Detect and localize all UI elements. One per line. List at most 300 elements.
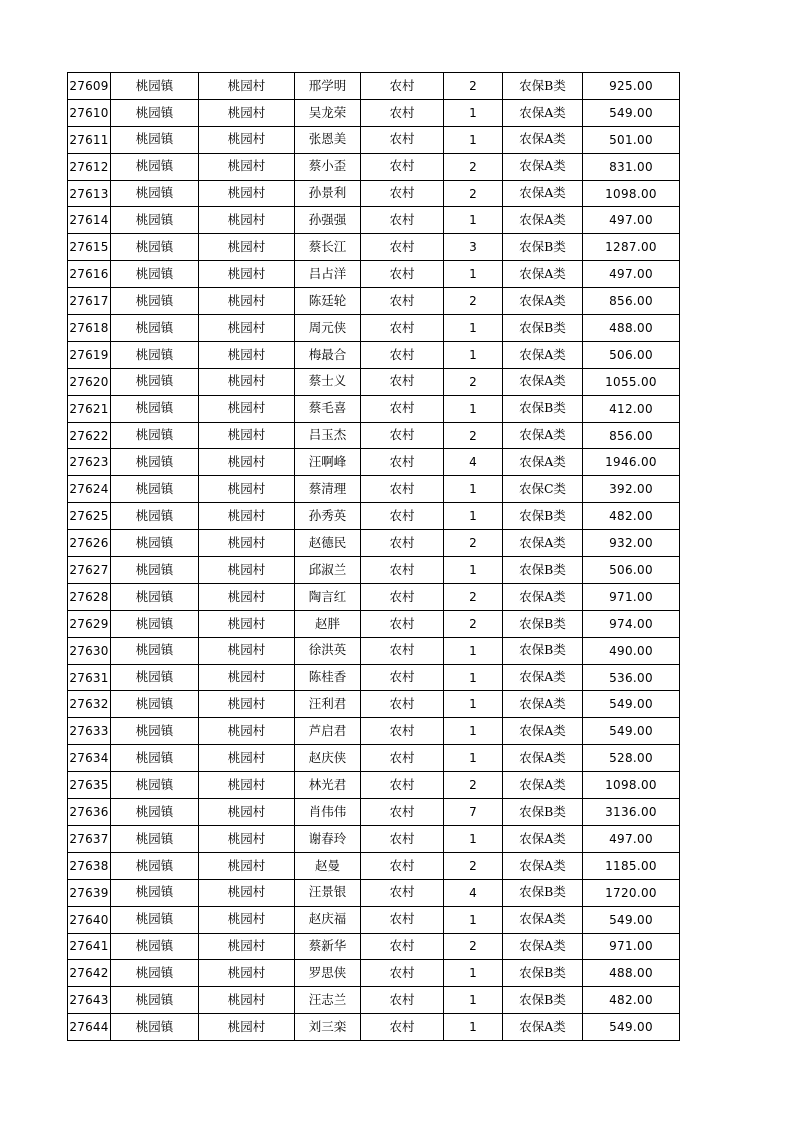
person-name-cell: 蔡士义 xyxy=(295,368,361,395)
insurance-category-cell: 农保A类 xyxy=(503,530,583,557)
household-count-cell: 7 xyxy=(444,799,503,826)
record-id-cell: 27642 xyxy=(68,960,111,987)
insurance-category-cell: 农保A类 xyxy=(503,261,583,288)
table-row xyxy=(68,288,680,315)
insurance-category-cell: 农保B类 xyxy=(503,960,583,987)
area-type-cell: 农村 xyxy=(361,772,444,799)
town-cell: 桃园镇 xyxy=(111,718,199,745)
person-name-cell: 汪志兰 xyxy=(295,987,361,1014)
household-count-cell: 1 xyxy=(444,906,503,933)
amount-cell: 971.00 xyxy=(583,933,680,960)
village-cell: 桃园村 xyxy=(199,476,295,503)
amount-cell: 831.00 xyxy=(583,153,680,180)
village-cell: 桃园村 xyxy=(199,395,295,422)
insurance-category-cell: 农保A类 xyxy=(503,99,583,126)
town-cell: 桃园镇 xyxy=(111,960,199,987)
household-count-cell: 1 xyxy=(444,341,503,368)
household-count-cell: 1 xyxy=(444,664,503,691)
household-count-cell: 2 xyxy=(444,610,503,637)
person-name-cell: 吴龙荣 xyxy=(295,99,361,126)
village-cell: 桃园村 xyxy=(199,557,295,584)
village-cell: 桃园村 xyxy=(199,772,295,799)
insurance-category-cell: 农保A类 xyxy=(503,691,583,718)
town-cell: 桃园镇 xyxy=(111,73,199,100)
insurance-category-cell: 农保A类 xyxy=(503,825,583,852)
area-type-cell: 农村 xyxy=(361,234,444,261)
record-id-cell: 27617 xyxy=(68,288,111,315)
record-id-cell: 27626 xyxy=(68,530,111,557)
amount-cell: 974.00 xyxy=(583,610,680,637)
household-count-cell: 1 xyxy=(444,557,503,584)
insurance-category-cell: 农保B类 xyxy=(503,610,583,637)
person-name-cell: 蔡小歪 xyxy=(295,153,361,180)
village-cell: 桃园村 xyxy=(199,449,295,476)
table-row xyxy=(68,610,680,637)
person-name-cell: 汪景银 xyxy=(295,879,361,906)
person-name-cell: 汪利君 xyxy=(295,691,361,718)
amount-cell: 3136.00 xyxy=(583,799,680,826)
table-row xyxy=(68,315,680,342)
amount-cell: 925.00 xyxy=(583,73,680,100)
household-count-cell: 2 xyxy=(444,933,503,960)
amount-cell: 497.00 xyxy=(583,825,680,852)
household-count-cell: 2 xyxy=(444,852,503,879)
record-id-cell: 27643 xyxy=(68,987,111,1014)
town-cell: 桃园镇 xyxy=(111,395,199,422)
record-id-cell: 27629 xyxy=(68,610,111,637)
village-cell: 桃园村 xyxy=(199,503,295,530)
household-count-cell: 1 xyxy=(444,691,503,718)
town-cell: 桃园镇 xyxy=(111,126,199,153)
person-name-cell: 蔡长江 xyxy=(295,234,361,261)
amount-cell: 856.00 xyxy=(583,422,680,449)
insurance-category-cell: 农保A类 xyxy=(503,153,583,180)
insurance-category-cell: 农保B类 xyxy=(503,879,583,906)
village-cell: 桃园村 xyxy=(199,341,295,368)
household-count-cell: 2 xyxy=(444,73,503,100)
area-type-cell: 农村 xyxy=(361,180,444,207)
village-cell: 桃园村 xyxy=(199,73,295,100)
village-cell: 桃园村 xyxy=(199,610,295,637)
record-id-cell: 27628 xyxy=(68,583,111,610)
insurance-category-cell: 农保A类 xyxy=(503,745,583,772)
area-type-cell: 农村 xyxy=(361,718,444,745)
village-cell: 桃园村 xyxy=(199,852,295,879)
table-body xyxy=(68,73,680,1041)
table-row xyxy=(68,933,680,960)
insurance-category-cell: 农保A类 xyxy=(503,933,583,960)
amount-cell: 971.00 xyxy=(583,583,680,610)
record-id-cell: 27631 xyxy=(68,664,111,691)
amount-cell: 497.00 xyxy=(583,207,680,234)
record-id-cell: 27637 xyxy=(68,825,111,852)
area-type-cell: 农村 xyxy=(361,368,444,395)
records-table xyxy=(67,72,680,1041)
insurance-category-cell: 农保B类 xyxy=(503,395,583,422)
person-name-cell: 赵庆侠 xyxy=(295,745,361,772)
area-type-cell: 农村 xyxy=(361,987,444,1014)
town-cell: 桃园镇 xyxy=(111,745,199,772)
village-cell: 桃园村 xyxy=(199,234,295,261)
record-id-cell: 27620 xyxy=(68,368,111,395)
village-cell: 桃园村 xyxy=(199,368,295,395)
town-cell: 桃园镇 xyxy=(111,664,199,691)
village-cell: 桃园村 xyxy=(199,530,295,557)
amount-cell: 1287.00 xyxy=(583,234,680,261)
record-id-cell: 27609 xyxy=(68,73,111,100)
town-cell: 桃园镇 xyxy=(111,637,199,664)
record-id-cell: 27633 xyxy=(68,718,111,745)
town-cell: 桃园镇 xyxy=(111,261,199,288)
insurance-category-cell: 农保A类 xyxy=(503,583,583,610)
table-row xyxy=(68,825,680,852)
household-count-cell: 2 xyxy=(444,772,503,799)
record-id-cell: 27638 xyxy=(68,852,111,879)
amount-cell: 1055.00 xyxy=(583,368,680,395)
person-name-cell: 刘三栾 xyxy=(295,1014,361,1041)
record-id-cell: 27634 xyxy=(68,745,111,772)
person-name-cell: 周元侠 xyxy=(295,315,361,342)
amount-cell: 1098.00 xyxy=(583,180,680,207)
area-type-cell: 农村 xyxy=(361,73,444,100)
person-name-cell: 赵曼 xyxy=(295,852,361,879)
insurance-category-cell: 农保A类 xyxy=(503,207,583,234)
record-id-cell: 27636 xyxy=(68,799,111,826)
insurance-category-cell: 农保C类 xyxy=(503,476,583,503)
record-id-cell: 27624 xyxy=(68,476,111,503)
person-name-cell: 芦启君 xyxy=(295,718,361,745)
person-name-cell: 陶言红 xyxy=(295,583,361,610)
amount-cell: 536.00 xyxy=(583,664,680,691)
record-id-cell: 27625 xyxy=(68,503,111,530)
record-id-cell: 27614 xyxy=(68,207,111,234)
record-id-cell: 27639 xyxy=(68,879,111,906)
insurance-category-cell: 农保A类 xyxy=(503,718,583,745)
amount-cell: 549.00 xyxy=(583,691,680,718)
table-row xyxy=(68,987,680,1014)
amount-cell: 482.00 xyxy=(583,987,680,1014)
household-count-cell: 2 xyxy=(444,368,503,395)
village-cell: 桃园村 xyxy=(199,315,295,342)
town-cell: 桃园镇 xyxy=(111,933,199,960)
town-cell: 桃园镇 xyxy=(111,207,199,234)
area-type-cell: 农村 xyxy=(361,288,444,315)
household-count-cell: 1 xyxy=(444,987,503,1014)
town-cell: 桃园镇 xyxy=(111,879,199,906)
town-cell: 桃园镇 xyxy=(111,772,199,799)
insurance-category-cell: 农保B类 xyxy=(503,637,583,664)
insurance-category-cell: 农保B类 xyxy=(503,234,583,261)
record-id-cell: 27640 xyxy=(68,906,111,933)
town-cell: 桃园镇 xyxy=(111,476,199,503)
area-type-cell: 农村 xyxy=(361,503,444,530)
town-cell: 桃园镇 xyxy=(111,1014,199,1041)
village-cell: 桃园村 xyxy=(199,664,295,691)
village-cell: 桃园村 xyxy=(199,637,295,664)
household-count-cell: 1 xyxy=(444,99,503,126)
insurance-category-cell: 农保B类 xyxy=(503,799,583,826)
record-id-cell: 27610 xyxy=(68,99,111,126)
household-count-cell: 1 xyxy=(444,1014,503,1041)
record-id-cell: 27621 xyxy=(68,395,111,422)
area-type-cell: 农村 xyxy=(361,664,444,691)
household-count-cell: 1 xyxy=(444,637,503,664)
village-cell: 桃园村 xyxy=(199,583,295,610)
person-name-cell: 汪啊峰 xyxy=(295,449,361,476)
town-cell: 桃园镇 xyxy=(111,987,199,1014)
amount-cell: 932.00 xyxy=(583,530,680,557)
village-cell: 桃园村 xyxy=(199,126,295,153)
village-cell: 桃园村 xyxy=(199,745,295,772)
table-row xyxy=(68,772,680,799)
town-cell: 桃园镇 xyxy=(111,503,199,530)
household-count-cell: 2 xyxy=(444,530,503,557)
household-count-cell: 2 xyxy=(444,422,503,449)
record-id-cell: 27616 xyxy=(68,261,111,288)
area-type-cell: 农村 xyxy=(361,691,444,718)
household-count-cell: 1 xyxy=(444,503,503,530)
village-cell: 桃园村 xyxy=(199,207,295,234)
table-row xyxy=(68,637,680,664)
record-id-cell: 27612 xyxy=(68,153,111,180)
insurance-category-cell: 农保A类 xyxy=(503,341,583,368)
town-cell: 桃园镇 xyxy=(111,341,199,368)
household-count-cell: 2 xyxy=(444,288,503,315)
amount-cell: 856.00 xyxy=(583,288,680,315)
household-count-cell: 2 xyxy=(444,180,503,207)
table-row xyxy=(68,745,680,772)
record-id-cell: 27641 xyxy=(68,933,111,960)
table-row xyxy=(68,960,680,987)
amount-cell: 1946.00 xyxy=(583,449,680,476)
insurance-category-cell: 农保A类 xyxy=(503,126,583,153)
village-cell: 桃园村 xyxy=(199,99,295,126)
insurance-category-cell: 农保A类 xyxy=(503,906,583,933)
area-type-cell: 农村 xyxy=(361,99,444,126)
area-type-cell: 农村 xyxy=(361,745,444,772)
record-id-cell: 27618 xyxy=(68,315,111,342)
area-type-cell: 农村 xyxy=(361,126,444,153)
village-cell: 桃园村 xyxy=(199,422,295,449)
area-type-cell: 农村 xyxy=(361,395,444,422)
table-row xyxy=(68,583,680,610)
town-cell: 桃园镇 xyxy=(111,368,199,395)
insurance-category-cell: 农保A类 xyxy=(503,852,583,879)
amount-cell: 497.00 xyxy=(583,261,680,288)
insurance-category-cell: 农保B类 xyxy=(503,73,583,100)
area-type-cell: 农村 xyxy=(361,852,444,879)
household-count-cell: 1 xyxy=(444,960,503,987)
amount-cell: 488.00 xyxy=(583,315,680,342)
table-row xyxy=(68,73,680,100)
amount-cell: 488.00 xyxy=(583,960,680,987)
table-row xyxy=(68,476,680,503)
household-count-cell: 3 xyxy=(444,234,503,261)
record-id-cell: 27644 xyxy=(68,1014,111,1041)
amount-cell: 412.00 xyxy=(583,395,680,422)
town-cell: 桃园镇 xyxy=(111,799,199,826)
record-id-cell: 27623 xyxy=(68,449,111,476)
village-cell: 桃园村 xyxy=(199,987,295,1014)
record-id-cell: 27632 xyxy=(68,691,111,718)
village-cell: 桃园村 xyxy=(199,1014,295,1041)
insurance-category-cell: 农保A类 xyxy=(503,180,583,207)
insurance-category-cell: 农保A类 xyxy=(503,422,583,449)
town-cell: 桃园镇 xyxy=(111,449,199,476)
household-count-cell: 1 xyxy=(444,207,503,234)
area-type-cell: 农村 xyxy=(361,341,444,368)
area-type-cell: 农村 xyxy=(361,583,444,610)
amount-cell: 549.00 xyxy=(583,718,680,745)
village-cell: 桃园村 xyxy=(199,825,295,852)
insurance-category-cell: 农保A类 xyxy=(503,772,583,799)
household-count-cell: 2 xyxy=(444,153,503,180)
table-row xyxy=(68,153,680,180)
person-name-cell: 罗思侠 xyxy=(295,960,361,987)
village-cell: 桃园村 xyxy=(199,153,295,180)
town-cell: 桃园镇 xyxy=(111,288,199,315)
table-row xyxy=(68,261,680,288)
table-row xyxy=(68,852,680,879)
record-id-cell: 27613 xyxy=(68,180,111,207)
area-type-cell: 农村 xyxy=(361,825,444,852)
person-name-cell: 赵胖 xyxy=(295,610,361,637)
person-name-cell: 肖伟伟 xyxy=(295,799,361,826)
area-type-cell: 农村 xyxy=(361,933,444,960)
person-name-cell: 陈桂香 xyxy=(295,664,361,691)
person-name-cell: 吕玉杰 xyxy=(295,422,361,449)
town-cell: 桃园镇 xyxy=(111,180,199,207)
record-id-cell: 27622 xyxy=(68,422,111,449)
village-cell: 桃园村 xyxy=(199,691,295,718)
amount-cell: 482.00 xyxy=(583,503,680,530)
town-cell: 桃园镇 xyxy=(111,422,199,449)
person-name-cell: 林光君 xyxy=(295,772,361,799)
household-count-cell: 1 xyxy=(444,718,503,745)
town-cell: 桃园镇 xyxy=(111,825,199,852)
amount-cell: 528.00 xyxy=(583,745,680,772)
amount-cell: 506.00 xyxy=(583,341,680,368)
town-cell: 桃园镇 xyxy=(111,557,199,584)
person-name-cell: 孙秀英 xyxy=(295,503,361,530)
person-name-cell: 邱淑兰 xyxy=(295,557,361,584)
town-cell: 桃园镇 xyxy=(111,852,199,879)
person-name-cell: 孙强强 xyxy=(295,207,361,234)
area-type-cell: 农村 xyxy=(361,315,444,342)
table-row xyxy=(68,664,680,691)
area-type-cell: 农村 xyxy=(361,1014,444,1041)
area-type-cell: 农村 xyxy=(361,960,444,987)
area-type-cell: 农村 xyxy=(361,879,444,906)
person-name-cell: 赵庆福 xyxy=(295,906,361,933)
amount-cell: 1185.00 xyxy=(583,852,680,879)
person-name-cell: 蔡清理 xyxy=(295,476,361,503)
household-count-cell: 4 xyxy=(444,879,503,906)
insurance-category-cell: 农保B类 xyxy=(503,987,583,1014)
person-name-cell: 陈廷轮 xyxy=(295,288,361,315)
table-row xyxy=(68,234,680,261)
village-cell: 桃园村 xyxy=(199,718,295,745)
table-row xyxy=(68,691,680,718)
household-count-cell: 1 xyxy=(444,315,503,342)
person-name-cell: 孙景利 xyxy=(295,180,361,207)
area-type-cell: 农村 xyxy=(361,476,444,503)
town-cell: 桃园镇 xyxy=(111,906,199,933)
insurance-category-cell: 农保A类 xyxy=(503,1014,583,1041)
record-id-cell: 27615 xyxy=(68,234,111,261)
table-row xyxy=(68,449,680,476)
area-type-cell: 农村 xyxy=(361,637,444,664)
town-cell: 桃园镇 xyxy=(111,530,199,557)
town-cell: 桃园镇 xyxy=(111,315,199,342)
insurance-category-cell: 农保A类 xyxy=(503,664,583,691)
table-row xyxy=(68,341,680,368)
town-cell: 桃园镇 xyxy=(111,610,199,637)
insurance-category-cell: 农保B类 xyxy=(503,315,583,342)
insurance-category-cell: 农保A类 xyxy=(503,449,583,476)
table-row xyxy=(68,368,680,395)
area-type-cell: 农村 xyxy=(361,422,444,449)
table-row xyxy=(68,207,680,234)
area-type-cell: 农村 xyxy=(361,799,444,826)
person-name-cell: 张恩美 xyxy=(295,126,361,153)
amount-cell: 549.00 xyxy=(583,1014,680,1041)
insurance-category-cell: 农保A类 xyxy=(503,368,583,395)
village-cell: 桃园村 xyxy=(199,879,295,906)
amount-cell: 392.00 xyxy=(583,476,680,503)
town-cell: 桃园镇 xyxy=(111,691,199,718)
household-count-cell: 1 xyxy=(444,476,503,503)
person-name-cell: 徐洪英 xyxy=(295,637,361,664)
household-count-cell: 4 xyxy=(444,449,503,476)
area-type-cell: 农村 xyxy=(361,557,444,584)
person-name-cell: 梅最合 xyxy=(295,341,361,368)
amount-cell: 549.00 xyxy=(583,906,680,933)
household-count-cell: 1 xyxy=(444,261,503,288)
record-id-cell: 27635 xyxy=(68,772,111,799)
amount-cell: 490.00 xyxy=(583,637,680,664)
amount-cell: 1098.00 xyxy=(583,772,680,799)
amount-cell: 549.00 xyxy=(583,99,680,126)
record-id-cell: 27627 xyxy=(68,557,111,584)
area-type-cell: 农村 xyxy=(361,610,444,637)
area-type-cell: 农村 xyxy=(361,207,444,234)
table-row xyxy=(68,530,680,557)
area-type-cell: 农村 xyxy=(361,153,444,180)
record-id-cell: 27630 xyxy=(68,637,111,664)
insurance-category-cell: 农保A类 xyxy=(503,288,583,315)
person-name-cell: 邢学明 xyxy=(295,73,361,100)
village-cell: 桃园村 xyxy=(199,180,295,207)
village-cell: 桃园村 xyxy=(199,933,295,960)
amount-cell: 501.00 xyxy=(583,126,680,153)
insurance-category-cell: 农保B类 xyxy=(503,503,583,530)
village-cell: 桃园村 xyxy=(199,960,295,987)
insurance-category-cell: 农保B类 xyxy=(503,557,583,584)
household-count-cell: 1 xyxy=(444,825,503,852)
amount-cell: 506.00 xyxy=(583,557,680,584)
person-name-cell: 蔡新华 xyxy=(295,933,361,960)
town-cell: 桃园镇 xyxy=(111,153,199,180)
table-row xyxy=(68,126,680,153)
village-cell: 桃园村 xyxy=(199,288,295,315)
table-row xyxy=(68,879,680,906)
person-name-cell: 赵德民 xyxy=(295,530,361,557)
amount-cell: 1720.00 xyxy=(583,879,680,906)
record-id-cell: 27619 xyxy=(68,341,111,368)
town-cell: 桃园镇 xyxy=(111,583,199,610)
area-type-cell: 农村 xyxy=(361,449,444,476)
